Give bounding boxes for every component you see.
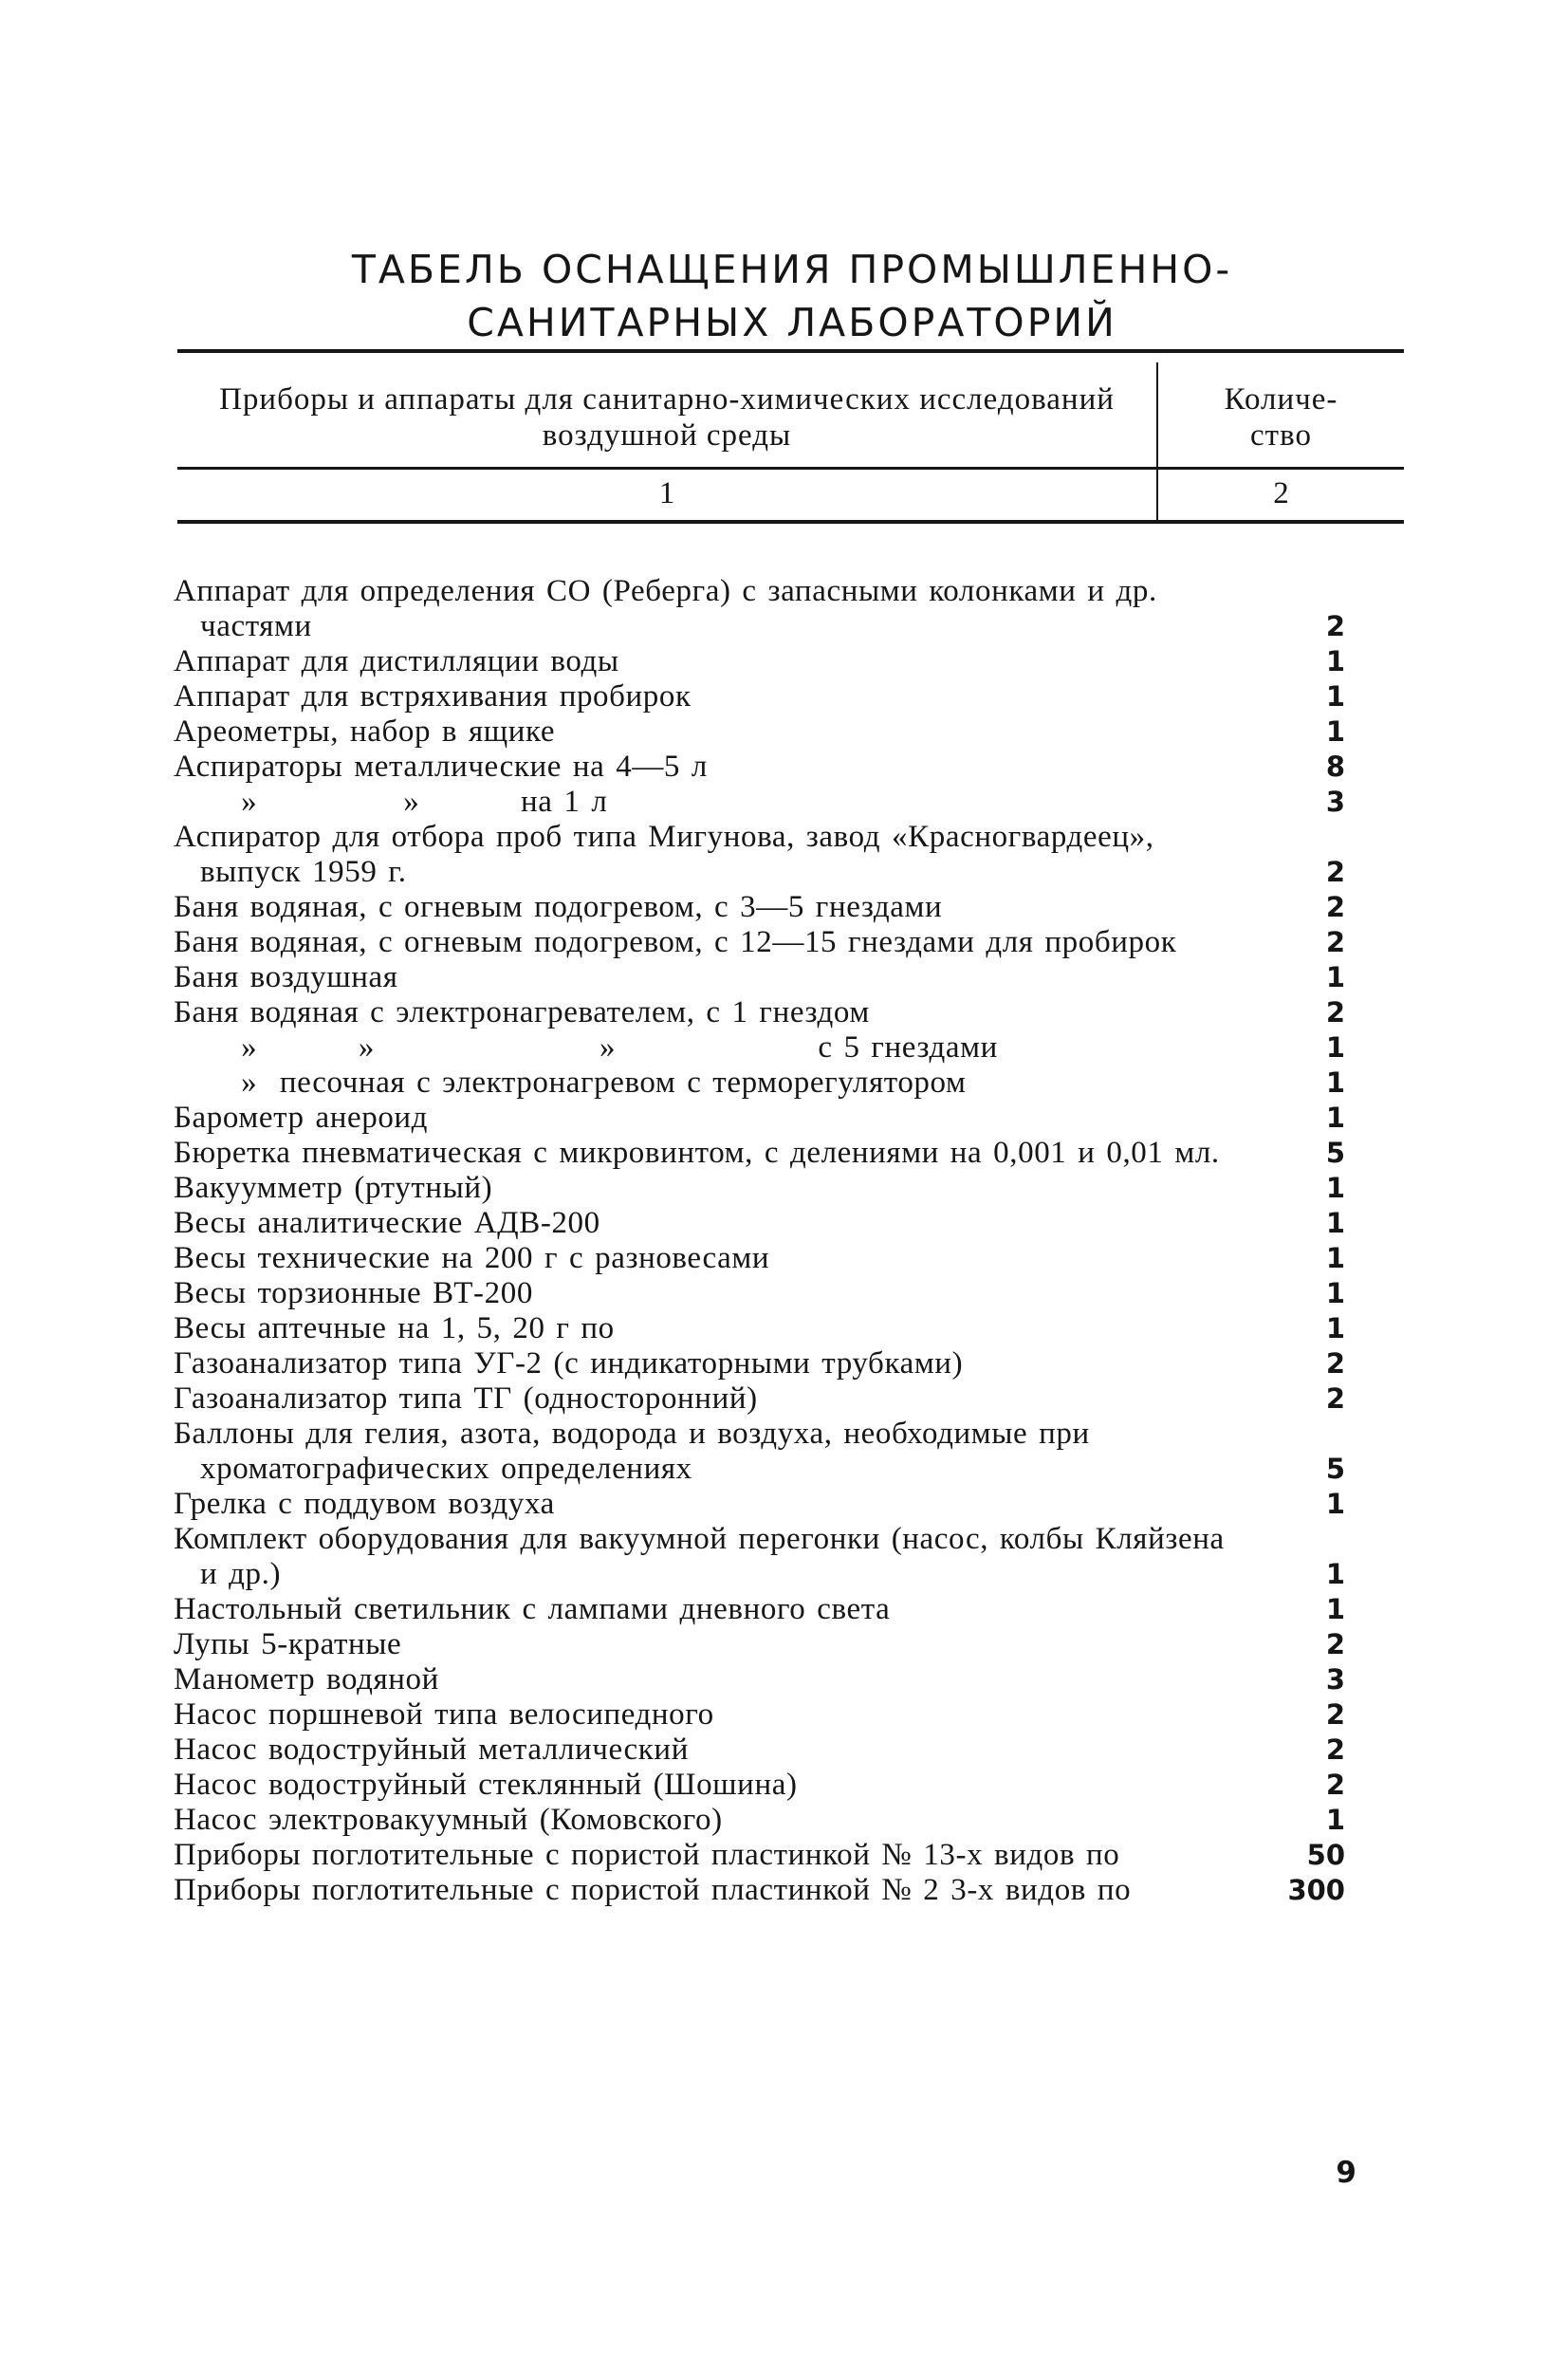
header-middle-rule — [177, 467, 1404, 470]
list-item — [174, 925, 1345, 960]
item-name: Лупы 5-кратные — [174, 1627, 402, 1661]
item-quantity: 3 — [1325, 786, 1345, 818]
item-quantity: 1 — [1325, 1558, 1345, 1590]
item-name: Ареометры, набор в ящике — [174, 714, 556, 749]
list-item — [174, 1171, 1345, 1206]
list-item — [174, 644, 1345, 679]
item-name: Насос водоструйный стеклянный (Шошина) — [174, 1768, 798, 1802]
list-item — [174, 1346, 1345, 1381]
list-item — [174, 1206, 1345, 1241]
item-name: Аспираторы металлические на 4—5 л — [174, 750, 708, 784]
item-quantity: 1 — [1325, 1488, 1345, 1520]
item-name: Баня воздушная — [174, 960, 398, 994]
item-name: Баня водяная, с огневым подогревом, с 3—5 гнездами — [174, 890, 943, 924]
title-line-2: САНИТАРНЫХ ЛАБОРАТОРИЙ — [467, 300, 1117, 345]
item-quantity: 300 — [1287, 1874, 1345, 1906]
item-name: Бюретка пневматическая с микровинтом, с делениями на 0,001 и 0,01 мл. — [174, 1136, 1220, 1170]
item-quantity: 1 — [1325, 1593, 1345, 1625]
list-item — [174, 1697, 1345, 1733]
item-quantity: 1 — [1325, 1277, 1345, 1309]
table-header — [177, 349, 1404, 523]
list-item — [174, 1487, 1345, 1522]
list-item — [174, 1030, 1345, 1066]
list-item — [174, 1311, 1345, 1346]
list-item — [174, 1066, 1345, 1101]
item-name: Вакуумметр (ртутный) — [174, 1171, 493, 1205]
list-item — [174, 995, 1345, 1030]
item-quantity: 1 — [1325, 645, 1345, 677]
item-quantity: 2 — [1325, 856, 1345, 888]
item-name: Баллоны для гелия, азота, водорода и воздуха, необходимые при хроматографических определениях — [174, 1417, 1101, 1486]
list-item — [174, 750, 1345, 785]
list-item — [174, 890, 1345, 925]
item-quantity: 1 — [1325, 961, 1345, 993]
list-item — [174, 1522, 1345, 1592]
item-quantity: 2 — [1325, 996, 1345, 1029]
item-quantity: 1 — [1325, 715, 1345, 748]
item-name: Газоанализатор типа УГ-2 (с индикаторными трубками) — [174, 1346, 964, 1381]
item-name: Комплект оборудования для вакуумной перегонки (насос, колбы Кляйзена и др.) — [174, 1522, 1236, 1591]
item-quantity: 1 — [1325, 1066, 1345, 1099]
title-line-1: ТАБЕЛЬ ОСНАЩЕНИЯ ПРОМЫШЛЕННО- — [351, 247, 1233, 292]
item-name: Насос электровакуумный (Комовского) — [174, 1803, 723, 1837]
item-quantity: 5 — [1325, 1137, 1345, 1169]
item-name: Газоанализатор типа ТГ (односторонний) — [174, 1381, 758, 1416]
page-number: 9 — [1336, 2156, 1356, 2190]
list-item — [174, 1838, 1345, 1873]
item-quantity: 1 — [1325, 1242, 1345, 1274]
item-quantity: 2 — [1325, 891, 1345, 923]
item-quantity: 3 — [1325, 1663, 1345, 1696]
list-item — [174, 1276, 1345, 1311]
item-quantity: 2 — [1325, 926, 1345, 958]
item-name: Весы аналитические АДВ-200 — [174, 1206, 600, 1240]
item-quantity: 5 — [1325, 1453, 1345, 1485]
item-quantity: 1 — [1325, 1312, 1345, 1344]
list-item — [174, 1873, 1345, 1908]
list-item — [174, 1101, 1345, 1136]
item-name: » » » с 5 гнездами — [174, 1030, 998, 1065]
item-quantity: 2 — [1325, 1733, 1345, 1766]
list-item — [174, 1381, 1345, 1417]
column-number-1: 1 — [658, 476, 675, 510]
list-item — [174, 820, 1345, 890]
item-name: Аспиратор для отбора проб типа Мигунова, завод «Красногвардеец», выпуск 1959 г. — [174, 820, 1166, 889]
list-item — [174, 574, 1345, 644]
item-quantity: 50 — [1306, 1839, 1345, 1871]
item-quantity: 2 — [1325, 1382, 1345, 1415]
item-name: Приборы поглотительные с пористой пластинкой № 13-х видов по — [174, 1838, 1120, 1872]
item-name: Баня водяная, с огневым подогревом, с 12—15 гнездами для пробирок — [174, 925, 1177, 959]
item-name: Манометр водяной — [174, 1662, 439, 1696]
list-item — [174, 1662, 1345, 1697]
list-item — [174, 1803, 1345, 1838]
item-name: Весы торзионные ВТ-200 — [174, 1276, 533, 1310]
item-name: Приборы поглотительные с пористой пластинкой № 2 3-х видов по — [174, 1873, 1132, 1907]
column-header-instruments: Приборы и аппараты для санитарно-химических исследований воздушной среды — [219, 382, 1115, 453]
column-number-2: 2 — [1273, 476, 1289, 510]
item-quantity: 1 — [1325, 1804, 1345, 1836]
item-name: » песочная с электронагревом с терморегулятором — [174, 1066, 967, 1100]
item-quantity: 2 — [1325, 1347, 1345, 1380]
page-title — [171, 243, 1413, 349]
item-quantity: 1 — [1325, 680, 1345, 713]
list-item — [174, 785, 1345, 820]
list-item — [174, 1627, 1345, 1662]
item-quantity: 1 — [1325, 1172, 1345, 1204]
item-name: Весы технические на 200 г с разновесами — [174, 1241, 770, 1275]
item-quantity: 8 — [1325, 751, 1345, 783]
item-name: Баня водяная с электронагревателем, с 1 гнездом — [174, 995, 870, 1029]
header-bottom-rule — [177, 520, 1404, 524]
list-item — [174, 1733, 1345, 1768]
item-name: Грелка с поддувом воздуха — [174, 1487, 555, 1521]
list-item — [174, 960, 1345, 995]
item-name: Аппарат для определения СО (Реберга) с запасными колонками и др. частями — [174, 574, 1169, 643]
item-name: » » на 1 л — [174, 785, 608, 819]
list-item — [174, 1136, 1345, 1171]
item-quantity: 1 — [1325, 1031, 1345, 1064]
item-quantity: 2 — [1325, 1628, 1345, 1660]
item-name: Аппарат для дистилляции воды — [174, 644, 619, 678]
item-name: Насос поршневой типа велосипедного — [174, 1697, 714, 1732]
item-name: Барометр анероид — [174, 1101, 429, 1135]
item-quantity: 1 — [1325, 1207, 1345, 1239]
list-item — [174, 679, 1345, 714]
item-name: Насос водоструйный металлический — [174, 1733, 689, 1767]
item-quantity: 2 — [1325, 1769, 1345, 1801]
list-item — [174, 1241, 1345, 1276]
item-name: Настольный светильник с лампами дневного света — [174, 1592, 891, 1626]
list-item — [174, 714, 1345, 750]
list-item — [174, 1592, 1345, 1627]
item-quantity: 2 — [1325, 610, 1345, 642]
item-quantity: 2 — [1325, 1698, 1345, 1731]
equipment-list — [174, 574, 1345, 1908]
item-quantity: 1 — [1325, 1102, 1345, 1134]
list-item — [174, 1768, 1345, 1803]
item-name: Весы аптечные на 1, 5, 20 г по — [174, 1311, 615, 1345]
header-top-rule — [177, 349, 1404, 353]
column-header-quantity: Количе- ство — [1224, 382, 1338, 453]
list-item — [174, 1417, 1345, 1487]
item-name: Аппарат для встряхивания пробирок — [174, 679, 692, 714]
